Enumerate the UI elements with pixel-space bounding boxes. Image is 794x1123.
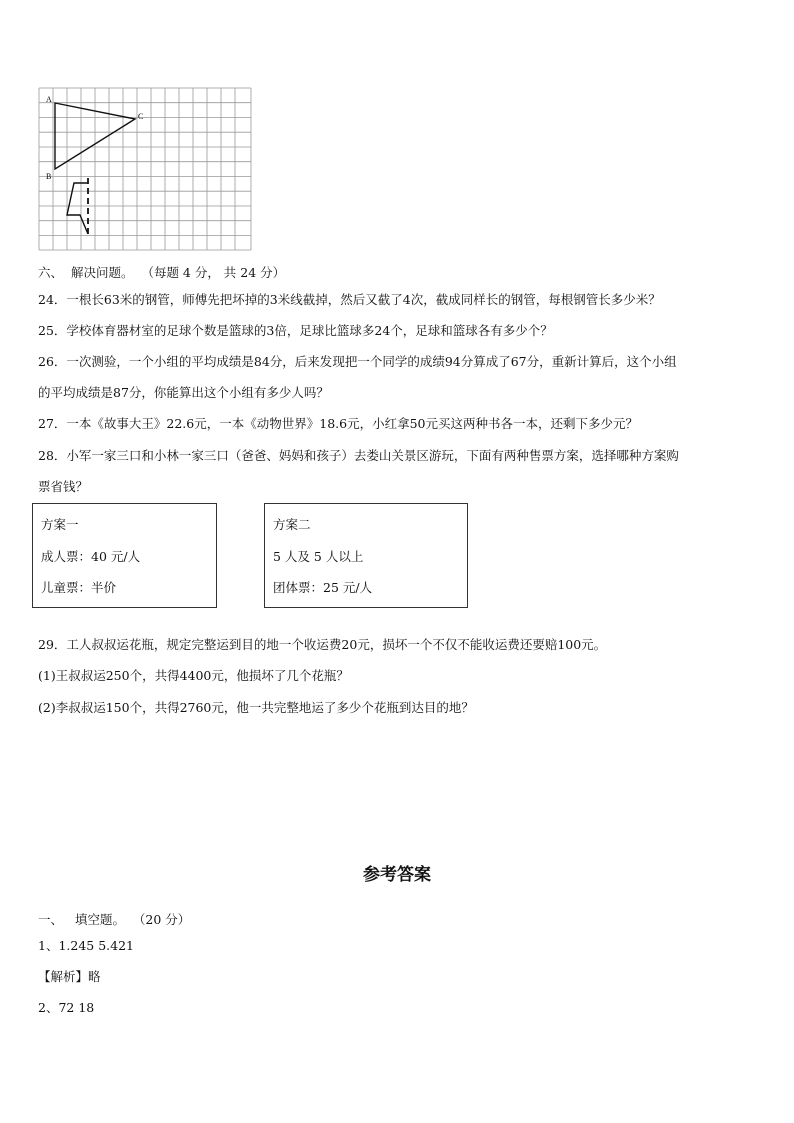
plan-two-title: 方案二	[273, 517, 311, 532]
label-b: B	[46, 172, 52, 181]
question-29: 29．工人叔叔运花瓶，规定完整运到目的地一个收运费20元，损坏一个不仅不能收运费还要赔100元。	[38, 637, 607, 652]
answers-title: 参考答案	[363, 865, 431, 885]
plan-two-condition: 5 人及 5 人以上	[273, 549, 364, 564]
label-c: C	[138, 112, 144, 121]
question-26-line2: 的平均成绩是87分，你能算出这个小组有多少人吗？	[38, 385, 329, 400]
question-24: 24．一根长63米的钢管，师傅先把坏掉的3米线截掉，然后又截了4次，截成同样长的钢管，每根钢管长多少米？	[38, 292, 661, 307]
answer-1-note: 【解析】略	[38, 969, 101, 984]
answer-2: 2、72 18	[38, 1000, 95, 1015]
answer-1: 1、1.245 5.421	[38, 938, 134, 953]
question-26-line1: 26．一次测验，一个小组的平均成绩是84分，后来发现把一个同学的成绩94分算成了67分，重新计算后，这个小组	[38, 354, 677, 369]
question-28-line2: 票省钱？	[38, 479, 89, 494]
plan-two-box	[264, 503, 468, 608]
question-29-part1: (1)王叔叔运250个，共得4400元，他损坏了几个花瓶？	[38, 668, 349, 683]
grid-figure	[38, 87, 252, 251]
label-a: A	[46, 95, 52, 104]
plan-one-adult: 成人票：40 元/人	[41, 549, 141, 564]
plan-one-title: 方案一	[41, 517, 79, 532]
grid-lines	[39, 88, 251, 250]
plan-one-child: 儿童票：半价	[41, 580, 117, 595]
answers-section-1-heading: 一、 填空题。 （20 分）	[38, 912, 191, 927]
half-shape	[67, 183, 88, 234]
question-27: 27．一本《故事大王》22.6元，一本《动物世界》18.6元，小红拿50元买这两种书各一本，还剩下多少元？	[38, 416, 638, 431]
question-28-line1: 28．小军一家三口和小林一家三口（爸爸、妈妈和孩子）去娄山关景区游玩，下面有两种售票方案，选择哪种方案购	[38, 448, 679, 463]
question-25: 25．学校体育器材室的足球个数是篮球的3倍，足球比篮球多24个，足球和篮球各有多少个？	[38, 323, 553, 338]
plan-two-group: 团体票：25 元/人	[273, 580, 373, 595]
question-29-part2: (2)李叔叔运150个，共得2760元，他一共完整地运了多少个花瓶到达目的地？	[38, 700, 474, 715]
plan-one-box	[32, 503, 217, 608]
section-6-heading: 六、 解决问题。 （每题 4 分， 共 24 分）	[38, 265, 286, 280]
